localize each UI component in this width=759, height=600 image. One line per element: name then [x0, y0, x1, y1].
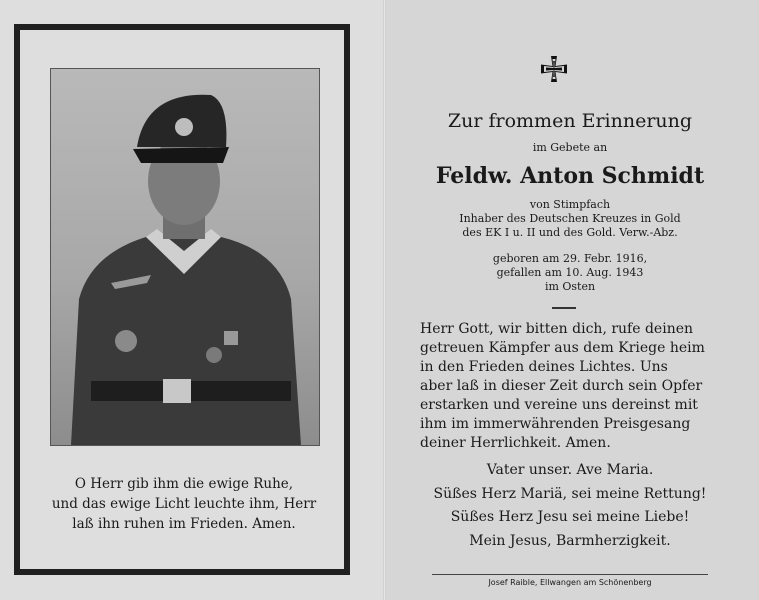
decorations-line-2: des EK I u. II und des Gold. Verw.-Abz.	[462, 226, 678, 239]
invocation-line: Mein Jesus, Barmherzigkeit.	[469, 532, 671, 549]
invocation-line: Süßes Herz Jesu sei meine Liebe!	[450, 509, 690, 525]
divider-dash	[552, 307, 576, 309]
invocation-line: Süßes Herz Mariä, sei meine Rettung!	[433, 485, 707, 502]
closing-invocations	[410, 459, 730, 553]
prayer-line: erstarken und vereine uns dereinst mit	[420, 397, 698, 413]
birth-date: geboren am 29. Febr. 1916,	[492, 252, 648, 265]
left-prayer-line: O Herr gib ihm die ewige Ruhe,	[74, 476, 294, 492]
left-prayer-line: und das ewige Licht leuchte ihm, Herr	[51, 496, 317, 512]
deceased-name: Feldw. Anton Schmidt	[435, 163, 705, 189]
prayer-line: ihm im immerwährenden Preisgesang	[420, 416, 691, 432]
heading-title: Zur frommen Erinnerung	[447, 110, 693, 132]
printer-rule	[432, 574, 708, 575]
prayer-line: deiner Herrlichkeit. Amen.	[420, 435, 611, 451]
prayer-line: aber laß in dieser Zeit durch sein Opfer	[420, 378, 703, 394]
left-prayer	[50, 474, 318, 534]
heading-subtitle: im Gebete an	[532, 141, 608, 154]
invocation-line: Vater unser. Ave Maria.	[486, 462, 654, 478]
left-prayer-line: laß ihn ruhen im Frieden. Amen.	[72, 516, 296, 532]
origin-place: von Stimpfach	[529, 198, 611, 211]
iron-cross-icon	[540, 55, 568, 83]
prayer-line: in den Frieden deines Lichtes. Uns	[420, 359, 668, 375]
soldier-portrait-photo	[50, 68, 320, 446]
fold-line	[383, 0, 386, 600]
right-prayer	[420, 320, 712, 453]
death-place: im Osten	[544, 280, 596, 293]
death-date: gefallen am 10. Aug. 1943	[496, 266, 644, 279]
decorations-line-1: Inhaber des Deutschen Kreuzes in Gold	[459, 212, 681, 225]
printer-imprint: Josef Raible, Ellwangen am Schönenberg	[488, 578, 652, 587]
prayer-line: getreuen Kämpfer aus dem Kriege heim	[420, 340, 705, 356]
prayer-line: Herr Gott, wir bitten dich, rufe deinen	[420, 321, 694, 337]
